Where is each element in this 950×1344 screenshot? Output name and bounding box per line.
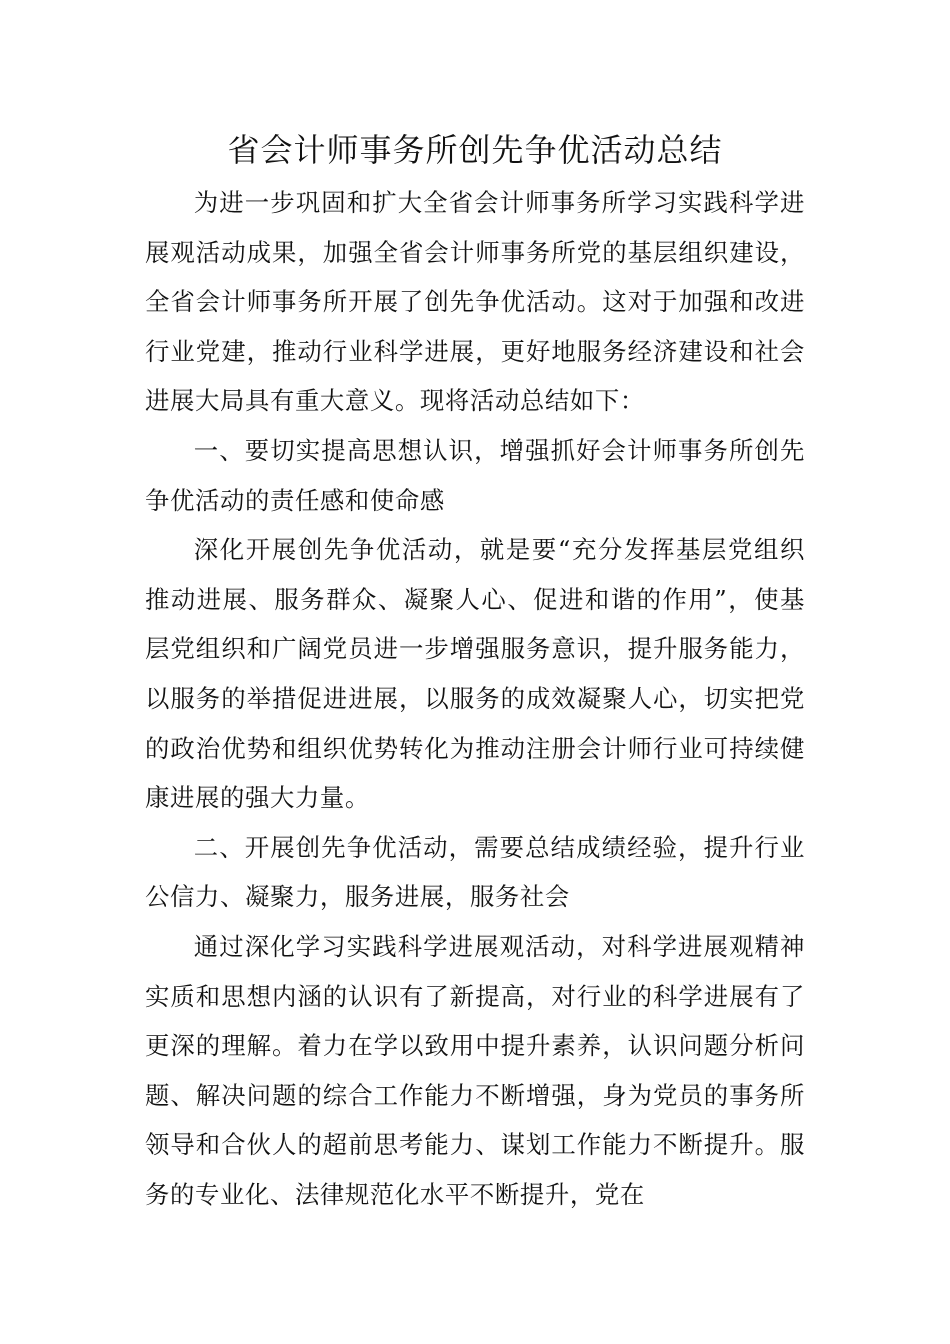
section-heading-2: 二、开展创先争优活动，需要总结成绩经验，提升行业公信力、凝聚力，服务进展，服务社会	[145, 832, 805, 912]
paragraph-section-1: 深化开展创先争优活动，就是要“充分发挥基层党组织推动进展、服务群众、凝聚人心、促进和谐的作用”，使基层党组织和广阔党员进一步增强服务意识，提升服务能力，以服务的举措促进进展，以服务的成效凝聚人心，切实把党的政治优势和组织优势转化为推动注册会计师行业可持续健康进展的强大力量。	[145, 535, 805, 813]
document-page	[145, 122, 805, 1219]
document-title: 省会计师事务所创先争优活动总结	[227, 131, 723, 169]
paragraph-section-2: 通过深化学习实践科学进展观活动，对科学进展观精神实质和思想内涵的认识有了新提高，对行业的科学进展有了更深的理解。着力在学以致用中提升素养，认识问题分析问题、解决问题的综合工作能力不断增强，身为党员的事务所领导和合伙人的超前思考能力、谋划工作能力不断提升。服务的专业化、法律规范化水平不断提升，党在	[145, 931, 805, 1209]
section-heading-1: 一、要切实提高思想认识，增强抓好会计师事务所创先争优活动的责任感和使命感	[145, 435, 805, 515]
paragraph-intro: 为进一步巩固和扩大全省会计师事务所学习实践科学进展观活动成果，加强全省会计师事务所党的基层组织建设，全省会计师事务所开展了创先争优活动。这对于加强和改进行业党建，推动行业科学进展，更好地服务经济建设和社会进展大局具有重大意义。现将活动总结如下：	[145, 188, 805, 416]
